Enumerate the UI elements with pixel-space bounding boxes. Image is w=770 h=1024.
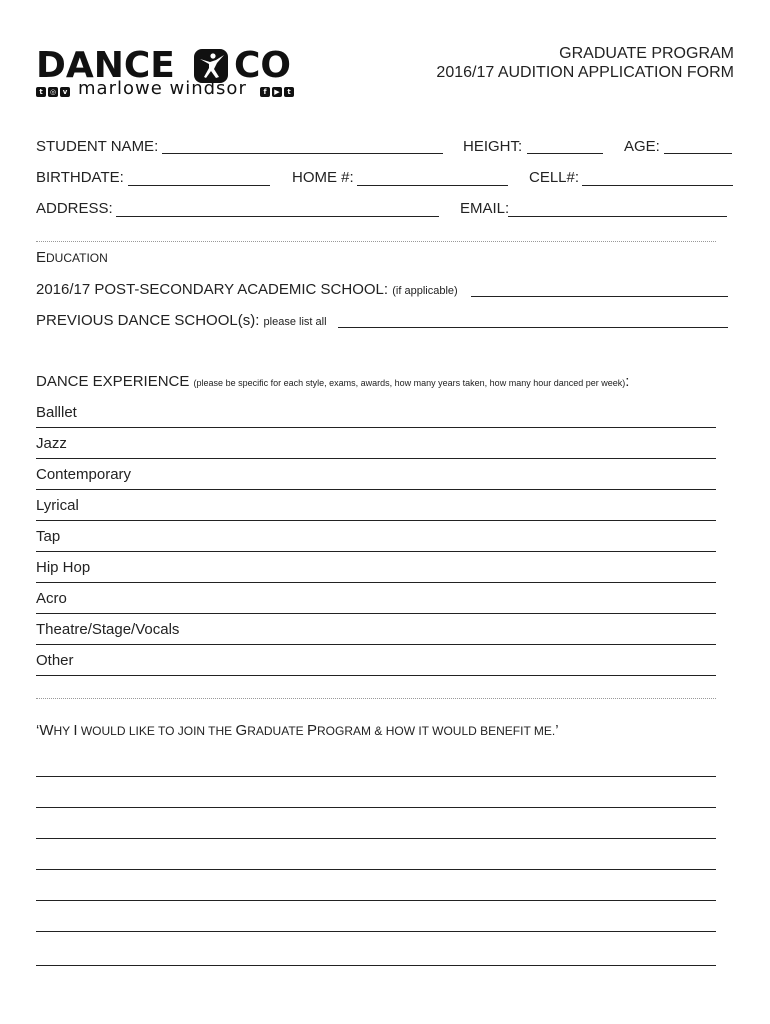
essay-line[interactable] [36,776,716,777]
section-divider [36,241,716,242]
vimeo-icon[interactable]: v [60,87,70,97]
style-jazz-label: Jazz [36,435,67,452]
style-other-field[interactable] [36,675,716,676]
style-hip-hop-label: Hip Hop [36,559,91,576]
style-contemporary-label: Contemporary [36,466,132,483]
instagram-icon[interactable]: ◎ [49,87,57,96]
style-ballet-label: Balllet [36,404,77,421]
style-acro-field[interactable] [36,613,716,614]
address-label: ADDRESS: [36,200,113,217]
essay-line[interactable] [36,807,716,808]
essay-line[interactable] [36,869,716,870]
style-acro-label: Acro [36,590,67,607]
home-phone-label: HOME #: [292,169,354,186]
style-contemporary-field[interactable] [36,489,716,490]
style-other-label: Other [36,652,74,669]
birthdate-label: BIRTHDATE: [36,169,124,186]
style-ballet-field[interactable] [36,427,716,428]
post-secondary-field[interactable] [471,296,728,297]
height-field[interactable] [527,153,603,154]
essay-line[interactable] [36,838,716,839]
youtube-icon[interactable]: ▶ [272,87,282,97]
form-title-line2: 2016/17 AUDITION APPLICATION FORM [436,64,734,81]
dance-experience-heading: DANCE EXPERIENCE (please be specific for each style, exams, awards, how many years taken, how many hour danced per week): [36,373,630,390]
style-hip-hop-field[interactable] [36,582,716,583]
post-secondary-label: 2016/17 POST-SECONDARY ACADEMIC SCHOOL: (if applicable) [36,281,458,298]
style-lyrical-label: Lyrical [36,497,79,514]
essay-line[interactable] [36,900,716,901]
email-label: EMAIL: [460,200,510,217]
height-label: HEIGHT: [463,138,523,155]
cell-phone-field[interactable] [582,185,733,186]
style-tap-label: Tap [36,528,61,545]
essay-line[interactable] [36,931,716,932]
student-name-label: STUDENT NAME: [36,138,159,155]
tumblr-icon[interactable]: t [284,87,294,97]
home-phone-field[interactable] [357,185,508,186]
twitter-icon[interactable]: t [36,87,46,97]
education-heading: EDUCATION [36,249,108,266]
facebook-icon[interactable]: f [260,87,270,97]
style-jazz-field[interactable] [36,458,716,459]
age-field[interactable] [664,153,732,154]
cell-phone-label: CELL#: [529,169,580,186]
style-theatre-label: Theatre/Stage/Vocals [36,621,180,638]
style-tap-field[interactable] [36,551,716,552]
essay-line[interactable] [36,965,716,966]
form-title-line1: GRADUATE PROGRAM [559,45,734,62]
essay-prompt: ‘WHY I WOULD LIKE TO JOIN THE GRADUATE PROGRAM & HOW IT WOULD BENEFIT ME.’ [36,722,559,739]
style-lyrical-field[interactable] [36,520,716,521]
address-field[interactable] [116,216,439,217]
logo-word-co: CO [234,45,292,86]
social-icons-left [36,83,72,97]
age-label: AGE: [624,138,660,155]
social-icons-right [260,83,296,97]
birthdate-field[interactable] [128,185,270,186]
logo-subtitle: marlowe windsor [78,78,247,99]
logo-word-dance: DANCE [36,45,175,86]
email-field[interactable] [508,216,727,217]
style-theatre-field[interactable] [36,644,716,645]
section-divider-2 [36,698,716,699]
previous-school-label: PREVIOUS DANCE SCHOOL(s): please list all [36,312,327,329]
previous-school-field[interactable] [338,327,728,328]
student-name-field[interactable] [162,153,443,154]
